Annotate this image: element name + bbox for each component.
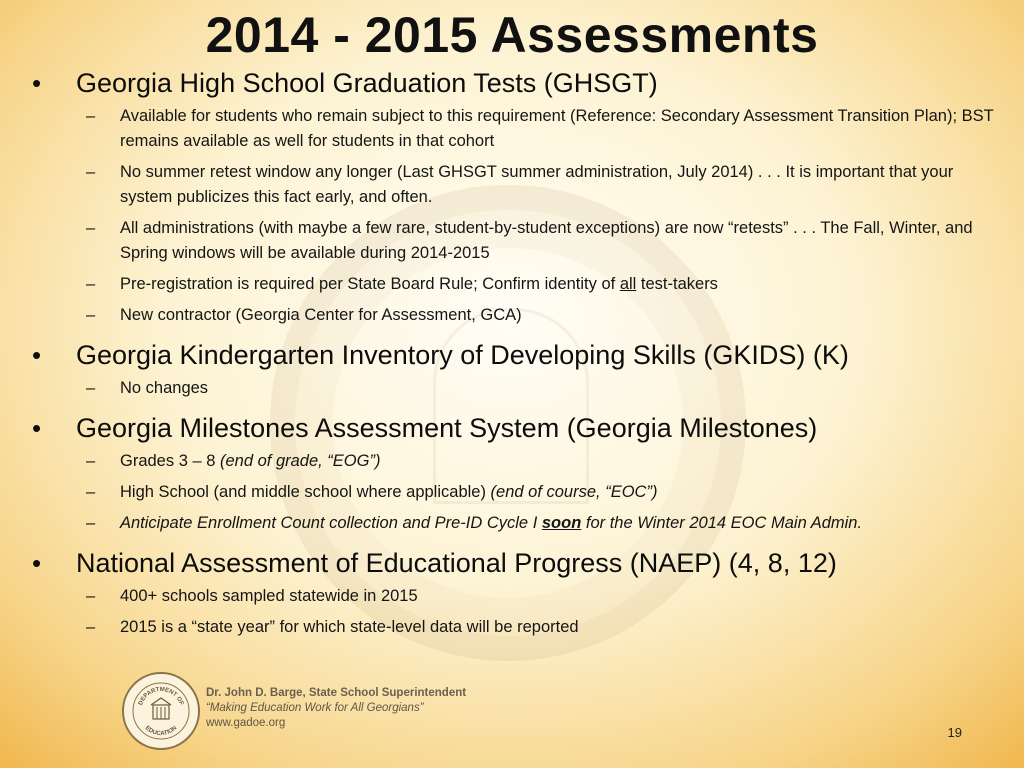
list-item: – 400+ schools sampled statewide in 2015 bbox=[86, 587, 418, 605]
emphasis-all: all bbox=[619, 275, 637, 293]
footer-motto: “Making Education Work for All Georgians” bbox=[206, 702, 424, 714]
emphasis-soon: soon bbox=[541, 514, 582, 532]
milestones-subitems bbox=[28, 449, 1003, 536]
slide-title: 2014 - 2015 Assessments bbox=[205, 7, 819, 63]
list-item: – High School (and middle school where applicable) (end of course, “EOC”) bbox=[86, 483, 658, 501]
bullet-ghsgt bbox=[28, 66, 1003, 100]
bullet-dot: • bbox=[32, 340, 42, 370]
footer bbox=[122, 672, 542, 752]
naep-subitems bbox=[28, 584, 1003, 640]
list-item: – 2015 is a “state year” for which state-level data will be reported bbox=[86, 618, 579, 636]
bullet-dot: • bbox=[32, 548, 42, 578]
list-item: – Available for students who remain subject to this requirement (Reference: Secondary Assessment Transition Plan); BST remains available as well for students in that cohort bbox=[86, 107, 994, 150]
svg-text:DEPARTMENT OF: DEPARTMENT OF bbox=[137, 686, 185, 707]
website-link[interactable]: www.gadoe.org bbox=[206, 717, 286, 729]
section-heading: Georgia Kindergarten Inventory of Developing Skills (GKIDS) (K) bbox=[76, 340, 849, 370]
list-item: – Anticipate Enrollment Count collection and Pre-ID Cycle I soon for the Winter 2014 EOC Main Admin. bbox=[86, 514, 863, 532]
department-of-education-seal-icon bbox=[122, 672, 200, 750]
list-item: – Grades 3 – 8 (end of grade, “EOG”) bbox=[86, 452, 381, 470]
list-item: – No changes bbox=[86, 379, 209, 397]
bullet-georgia-milestones bbox=[28, 411, 1003, 445]
gkids-subitems bbox=[28, 376, 1003, 401]
page-number: 19 bbox=[947, 725, 962, 740]
ghsgt-subitems bbox=[28, 104, 1003, 328]
footer-text bbox=[206, 686, 466, 731]
section-heading: Georgia High School Graduation Tests (GHSGT) bbox=[76, 68, 658, 98]
section-heading: National Assessment of Educational Progress (NAEP) (4, 8, 12) bbox=[76, 548, 837, 578]
bullet-dot: • bbox=[32, 68, 42, 98]
list-item: – All administrations (with maybe a few rare, student-by-student exceptions) are now “retests” . . . The Fall, Winter, and Spring windows will be available during 2014-2015 bbox=[86, 219, 973, 262]
list-item: – Pre-registration is required per State Board Rule; Confirm identity of all test-takers bbox=[86, 275, 718, 293]
superintendent-name: Dr. John D. Barge, State School Superintendent bbox=[206, 687, 467, 699]
svg-text:EDUCATION: EDUCATION bbox=[143, 725, 179, 738]
slide-content bbox=[28, 66, 1003, 646]
bullet-gkids bbox=[28, 338, 1003, 372]
list-item: – New contractor (Georgia Center for Assessment, GCA) bbox=[86, 306, 522, 324]
section-heading: Georgia Milestones Assessment System (Georgia Milestones) bbox=[76, 413, 818, 443]
bullet-naep bbox=[28, 546, 1003, 580]
list-item: – No summer retest window any longer (Last GHSGT summer administration, July 2014) . . . It is important that your system publicizes this fact early, and often. bbox=[86, 163, 954, 206]
bullet-dot: • bbox=[32, 413, 42, 443]
